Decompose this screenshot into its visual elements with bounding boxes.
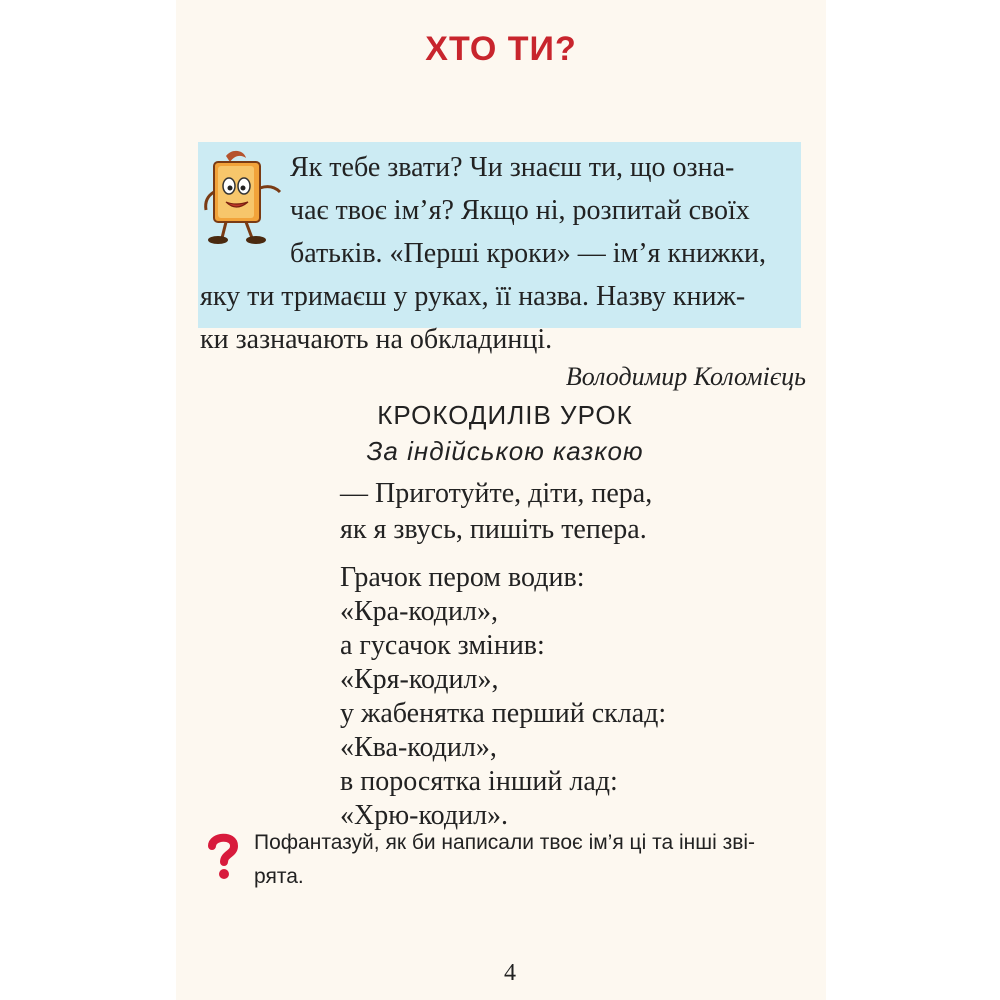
poem-line: «Кра-кодил», xyxy=(340,596,499,627)
poem-subtitle: За індійською казкою xyxy=(366,436,644,466)
poem-line: «Хрю-кодил». xyxy=(340,800,509,831)
task-text xyxy=(254,826,814,894)
intro-line: батьків. «Перші кроки» — ім’я книжки, xyxy=(290,238,766,269)
poem-line: у жабенятка перший склад: xyxy=(340,698,667,729)
poem-line: «Кря-кодил», xyxy=(340,664,499,695)
task-line: рята. xyxy=(254,865,304,888)
poem-line: — Приготуйте, діти, пера, xyxy=(340,478,653,509)
poem-title: КРОКОДИЛІВ УРОК xyxy=(377,400,633,430)
task-line: Пофантазуй, як би написали твоє ім’я ці та інші зві- xyxy=(254,831,756,854)
intro-line: яку ти тримаєш у руках, її назва. Назву книж- xyxy=(200,281,746,312)
poem-line: як я звусь, пишіть тепера. xyxy=(340,514,647,545)
intro-line: ки зазначають на обкладинці. xyxy=(200,324,553,355)
intro-line: чає твоє ім’я? Якщо ні, розпитай своїх xyxy=(290,195,750,226)
poem-line: «Ква-кодил», xyxy=(340,732,497,763)
intro-line: Як тебе звати? Чи знаєш ти, що озна- xyxy=(290,152,735,183)
poem-line: а гусачок змінив: xyxy=(340,630,545,661)
poem-author: Володимир Коломієць xyxy=(565,362,806,391)
page-title: ХТО ТИ? xyxy=(425,30,577,68)
poem-line: в поросятка інший лад: xyxy=(340,766,618,797)
poem-line: Грачок пером водив: xyxy=(340,562,585,593)
page-number: 4 xyxy=(504,960,516,986)
book-mascot-icon xyxy=(196,148,286,248)
question-mark-icon xyxy=(200,832,246,880)
